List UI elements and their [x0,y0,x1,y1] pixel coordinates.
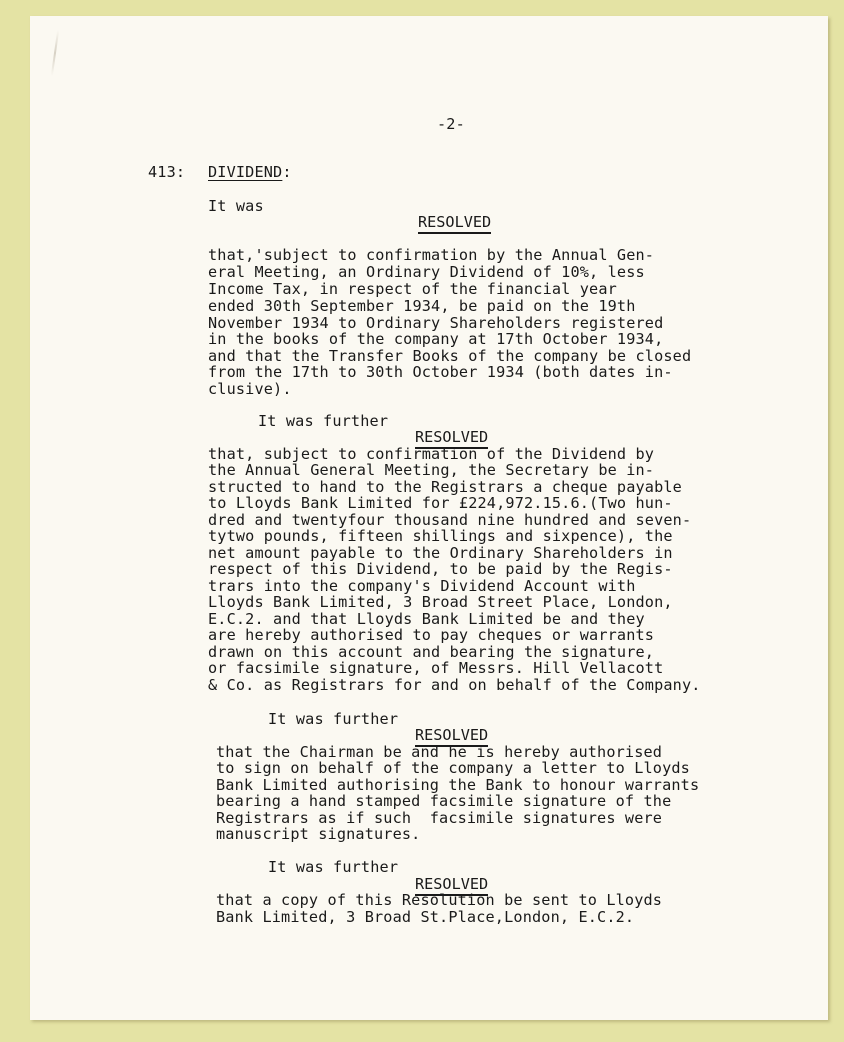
item-heading-colon: : [282,163,292,181]
resolution-3-line: manuscript signatures. [216,825,421,843]
resolution-1-line: Income Tax, in respect of the financial year [208,280,617,298]
resolution-2-line: drawn on this account and bearing the signature, [208,643,655,661]
resolution-3-intro: It was further [268,710,399,728]
resolution-1-line: ended 30th September 1934, be paid on the 19th [208,297,636,315]
resolution-2-line: trars into the company's Dividend Account with [208,577,636,595]
resolution-1-line: clusive). [208,380,292,398]
resolution-1-line: from the 17th to 30th October 1934 (both dates in- [208,363,673,381]
resolution-4-line: that a copy of this Resolution be sent to Lloyds [216,891,663,909]
resolution-1-resolved: RESOLVED [418,214,491,234]
resolution-2-line: Lloyds Bank Limited, 3 Broad Street Place, London, [208,593,673,611]
resolution-2-line: or facsimile signature, of Messrs. Hill Vellacott [208,659,664,677]
item-heading-text: DIVIDEND [208,163,283,181]
resolution-1-line: and that the Transfer Books of the company be closed [208,347,692,365]
item-number: 413: [148,163,186,181]
resolution-2-intro: It was further [258,412,389,430]
resolution-4-intro: It was further [268,858,399,876]
resolution-2-line: dred and twentyfour thousand nine hundred and seven- [208,511,692,529]
resolution-3-line: that the Chairman be and he is hereby authorised [216,743,663,761]
resolution-4-resolved: RESOLVED [415,876,488,896]
resolution-1-line: that,'subject to confirmation by the Annual Gen- [208,246,655,264]
resolution-3-resolved: RESOLVED [415,727,488,747]
resolution-1-line: in the books of the company at 17th October 1934, [208,330,664,348]
resolution-2-line: & Co. as Registrars for and on behalf of the Company. [208,676,701,694]
paper-crease [51,30,59,76]
resolution-1-line: eral Meeting, an Ordinary Dividend of 10%, less [208,263,645,281]
item-heading [208,164,292,181]
resolution-4-line: Bank Limited, 3 Broad St.Place,London, E.C.2. [216,908,635,926]
resolution-2-line: E.C.2. and that Lloyds Bank Limited be and they [208,610,645,628]
resolution-2-line: respect of this Dividend, to be paid by the Regis- [208,560,673,578]
resolution-3-line: Bank Limited authorising the Bank to honour warrants [216,776,700,794]
page-number: -2- [437,115,465,133]
resolution-2-line: tytwo pounds, fifteen shillings and sixpence), the [208,527,673,545]
resolution-2-resolved: RESOLVED [415,429,488,449]
resolution-2-line: are hereby authorised to pay cheques or warrants [208,626,655,644]
resolution-1-intro: It was [208,197,264,215]
resolution-3-line: Registrars as if such facsimile signatures were [216,809,663,827]
resolution-3-line: bearing a hand stamped facsimile signature of the [216,792,672,810]
resolution-2-line: net amount payable to the Ordinary Shareholders in [208,544,673,562]
resolution-2-line: the Annual General Meeting, the Secretary be in- [208,461,655,479]
resolution-1-line: November 1934 to Ordinary Shareholders registered [208,314,664,332]
resolution-2-line: structed to hand to the Registrars a cheque payable [208,478,682,496]
resolution-3-line: to sign on behalf of the company a letter to Lloyds [216,759,690,777]
resolution-2-line: to Lloyds Bank Limited for £224,972.15.6.(Two hun- [208,494,673,512]
resolution-2-line: that, subject to confirmation of the Dividend by [208,445,655,463]
